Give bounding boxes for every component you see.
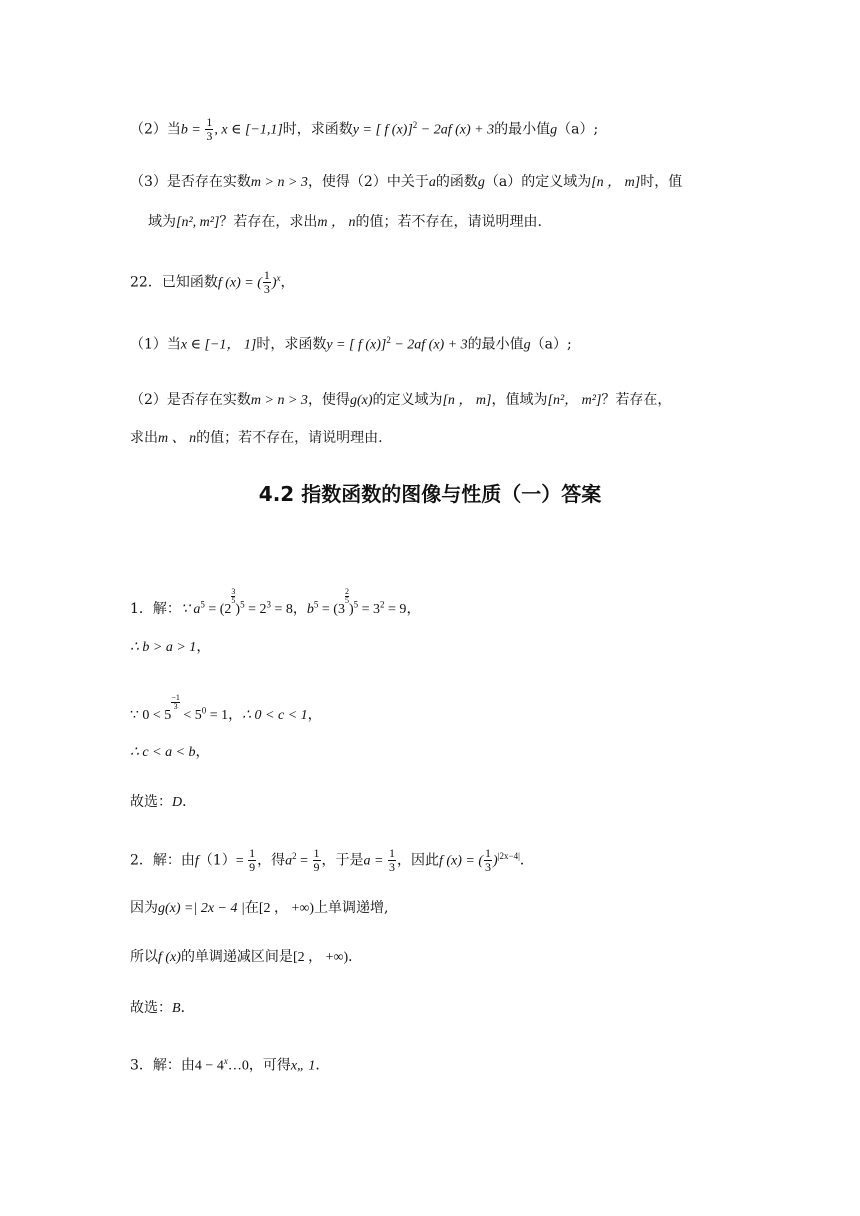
fraction: $\frac{1}{3}$ (485, 846, 492, 875)
math: ∴ 0 < c < 1 (242, 708, 308, 723)
math: = 2 (244, 602, 267, 617)
math: g(x) =| 2x − 4 | (158, 901, 245, 916)
math: ) (235, 602, 241, 617)
math: [n², m²] (176, 215, 220, 230)
a2-line2 (130, 898, 389, 919)
fraction: $\frac{1}{9}$ (249, 846, 256, 875)
text: 时，求函数 (256, 336, 327, 353)
text: 上单调递增, (314, 900, 389, 916)
text: 时，值 (640, 174, 683, 190)
math: D (172, 795, 183, 810)
math: a = (363, 853, 387, 869)
math: m 、 n (158, 431, 197, 446)
math: ) (271, 275, 277, 291)
text: 2．解：由 (130, 852, 195, 869)
q22-part2-line2 (130, 428, 383, 449)
text: （3）是否存在实数 (130, 174, 251, 190)
math: g(x) (349, 393, 373, 408)
superscript: 5 (200, 599, 205, 610)
math: = (3 (318, 602, 345, 617)
math: f (x) = ( (439, 853, 484, 869)
a2-line3 (130, 947, 362, 968)
math: f (x) = ( (217, 275, 262, 291)
math: ∵ a (180, 602, 201, 617)
text: 3．解：由 (130, 1057, 195, 1074)
text: （1）当 (130, 336, 181, 353)
q21-part3-line1 (130, 172, 682, 193)
a1-line2 (130, 637, 210, 658)
q21-part3-line2 (148, 212, 542, 233)
math: 4 − 4 (194, 1058, 224, 1074)
math: = 8 (270, 602, 293, 617)
text: （a）; (557, 121, 599, 138)
math: g (477, 175, 485, 190)
math: f (194, 853, 199, 869)
text: ， (307, 707, 322, 723)
superscript: 2 (292, 851, 297, 861)
text: 22．已知函数 (130, 274, 218, 291)
superscript: |2x−4| (497, 851, 520, 861)
text: 因为 (130, 900, 158, 916)
math: g (523, 337, 531, 353)
text: ， (228, 707, 243, 723)
math: ∵ 0 < 5 (130, 708, 172, 723)
exponent-fraction: $\frac{3}{5}$ (231, 587, 236, 605)
math: , x ∈ [−1,1] (214, 122, 283, 138)
math: = (296, 853, 312, 869)
text: ． (180, 1000, 195, 1016)
math: ∴ c < a < b (130, 745, 196, 760)
fraction: $\frac{1}{3}$ (389, 846, 395, 875)
text: ，可得 (248, 1057, 291, 1074)
text: ，使得 (307, 392, 350, 408)
text: ， (406, 601, 421, 617)
a1-line1 (130, 588, 420, 620)
text: ， (196, 639, 211, 655)
text: 故选： (130, 794, 172, 810)
text: ， (280, 274, 295, 291)
math: a (428, 175, 436, 190)
text: （2）当 (130, 121, 181, 138)
math: [n²， m²] (547, 393, 602, 408)
superscript: 2 (412, 120, 418, 130)
text: 故选： (130, 1000, 172, 1016)
math: ∴ b > a > 1 (130, 640, 197, 655)
text: 所以 (130, 949, 158, 965)
math: m > n > 3 (250, 393, 308, 408)
a2-line1 (130, 846, 534, 874)
superscript: 0 (201, 705, 207, 716)
text: ，得 (257, 852, 286, 869)
exponent-fraction: $\frac{2}{5}$ (344, 587, 349, 605)
text: 的值；若不存在，请说明理由. (196, 430, 383, 446)
math: − 2af (x) + 3 (390, 337, 468, 353)
math: [n ， m] (591, 175, 641, 190)
math: = 9 (384, 602, 407, 617)
q22-part2-line1 (130, 390, 671, 411)
math: = 1 (206, 708, 229, 723)
a1-line5 (130, 792, 196, 813)
text: （1） (198, 852, 236, 869)
text: （a）的定义域为 (484, 174, 592, 190)
text: （2）是否存在实数 (130, 392, 251, 408)
math: = (2 (204, 602, 232, 617)
q21-part2 (130, 115, 598, 143)
math: b (306, 602, 314, 617)
math: [n ， m] (442, 393, 492, 408)
text: ？若存在， (601, 392, 672, 408)
superscript: 5 (240, 599, 245, 610)
fraction: $\frac{1}{9}$ (313, 846, 320, 875)
math: ) (493, 853, 498, 869)
math: m > n > 3 (250, 175, 308, 190)
exponent-fraction: $\frac{-1}{3}$ (171, 693, 180, 711)
text: 域为 (148, 214, 176, 230)
math: [2 ， +∞) (258, 901, 315, 916)
math: = 3 (358, 602, 381, 617)
math: < 5 (179, 708, 202, 723)
text: ，因此 (397, 852, 439, 869)
text: ， (195, 744, 210, 760)
math: g (550, 122, 558, 138)
text: ． (182, 794, 197, 810)
math: ) (348, 602, 354, 617)
math: a (285, 853, 293, 869)
a3-line1 (130, 1051, 329, 1077)
math: − 2af (x) + 3 (417, 122, 495, 138)
math: [2 ， +∞) (292, 950, 349, 965)
math: f (x) (158, 950, 181, 965)
text: ． (348, 949, 363, 965)
math: y = [ f (x)] (352, 122, 413, 138)
a1-line3 (130, 694, 322, 726)
superscript: x (223, 1056, 228, 1066)
text: 的值；若不存在，请说明理由. (355, 214, 542, 230)
math: = (235, 853, 248, 869)
text: ，值域为 (491, 392, 548, 408)
text: 的最小值 (494, 121, 551, 138)
text: 的最小值 (467, 336, 524, 353)
answer-heading: 4.2 指数函数的图像与性质（一）答案 (258, 482, 602, 506)
q22-intro (130, 268, 295, 296)
superscript: 2 (380, 599, 385, 610)
superscript: 5 (353, 599, 359, 610)
text: 求出 (130, 430, 158, 446)
math: y = [ f (x)] (326, 337, 387, 353)
text: 时，求函数 (282, 121, 353, 138)
math: x„ 1 (290, 1058, 316, 1074)
math: B (172, 1001, 181, 1016)
text: 的定义域为 (372, 392, 443, 408)
text: ． (519, 852, 534, 869)
math: x ∈ [−1， 1] (180, 337, 257, 353)
text: ， (292, 601, 307, 617)
superscript: 3 (266, 599, 271, 610)
text: ，使得（2）中关于 (307, 174, 429, 190)
text: 的单调递减区间是 (180, 949, 293, 965)
text: 在 (244, 900, 259, 916)
superscript: 2 (386, 335, 391, 345)
text: （a）; (530, 336, 572, 353)
a2-line4 (130, 998, 195, 1019)
fraction: $\frac{1}{3}$ (263, 268, 270, 297)
text: 1．解： (130, 601, 181, 617)
fraction: $\frac{1}{3}$ (206, 115, 213, 144)
math: b = (180, 122, 205, 138)
math: …0 (227, 1058, 249, 1074)
math: m ， n (317, 215, 356, 230)
text: ． (315, 1057, 330, 1074)
superscript: 5 (313, 599, 319, 610)
text: ，于是 (321, 852, 364, 869)
q22-part1 (130, 330, 572, 356)
text: ？若存在，求出 (219, 214, 318, 230)
a1-line4 (130, 742, 210, 763)
text: 的函数 (435, 174, 478, 190)
superscript: x (276, 273, 281, 283)
